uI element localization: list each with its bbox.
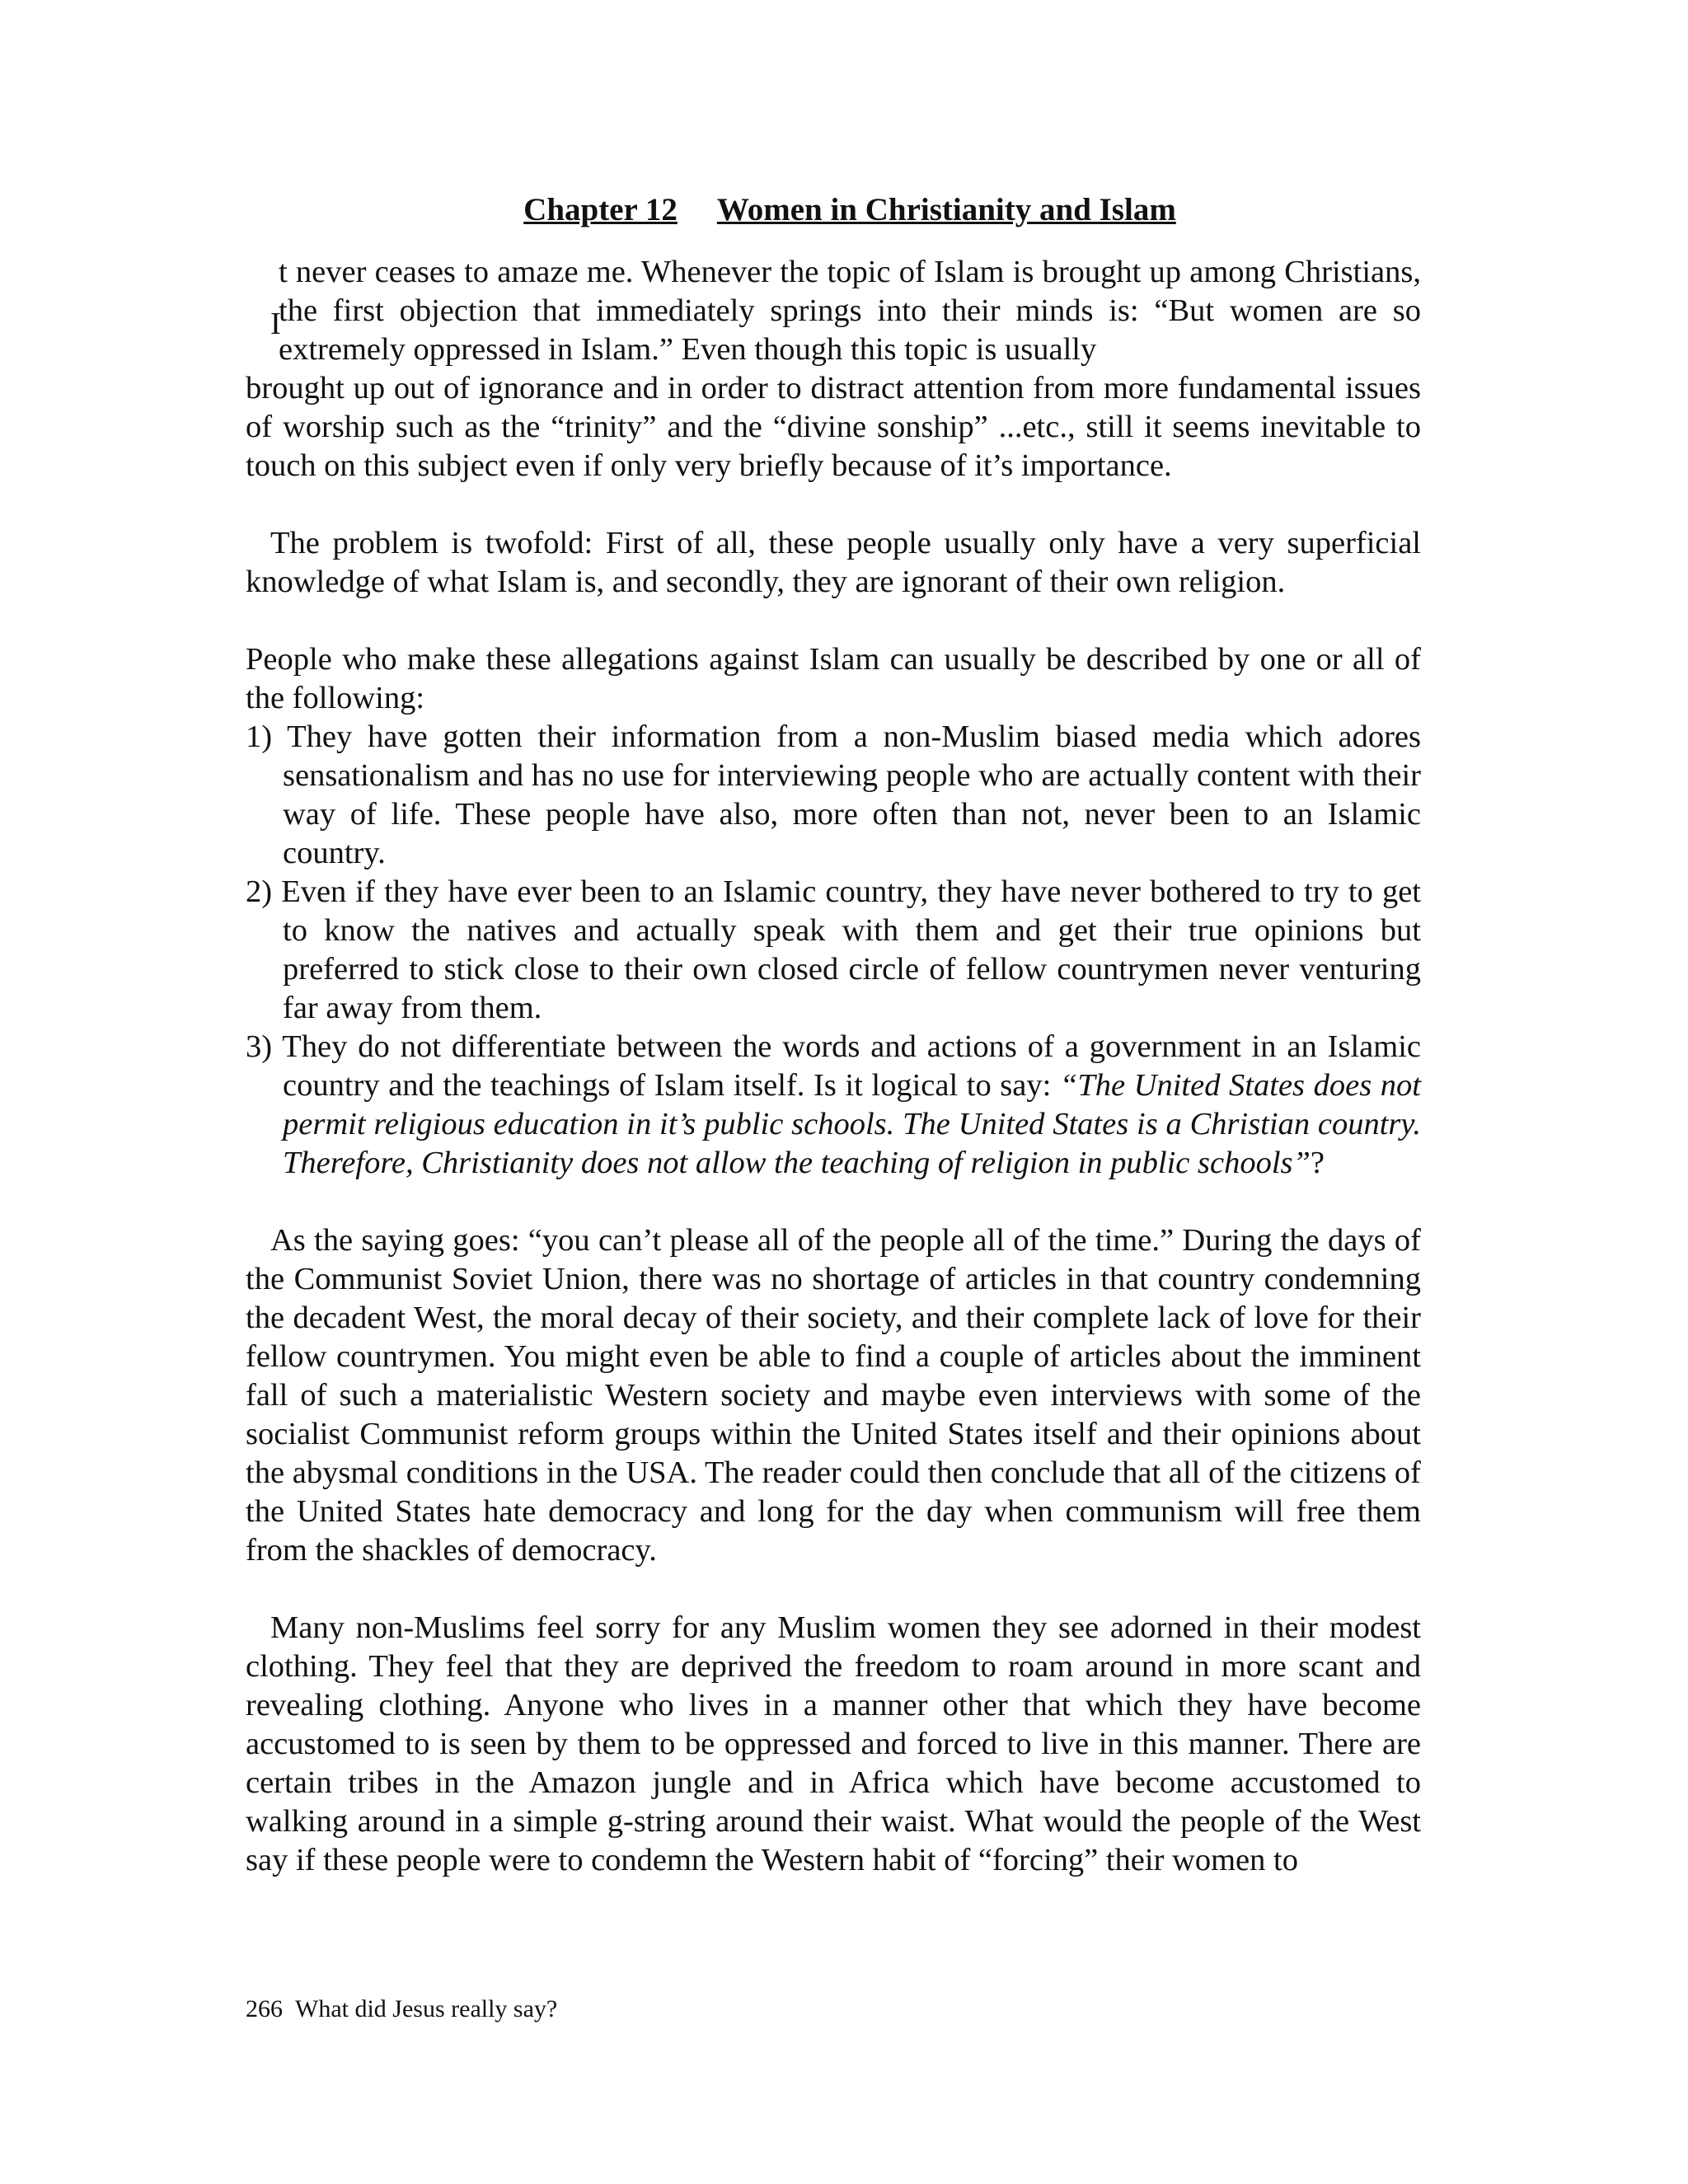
paragraph-problem: The problem is twofold: First of all, these people usually only have a very superficial knowledge of what Islam is, and secondly, they are ignorant of their own religion. bbox=[246, 526, 1421, 599]
intro-rest: brought up out of ignorance and in order to distract attention from more fundamental issues of worship such as the “trinity” and the “divine sonship” ...etc., still it seems inevitable to touch on this subject even if only very briefly because of it’s importance. bbox=[246, 371, 1421, 483]
list-item bbox=[246, 1028, 1421, 1183]
drop-cap: I bbox=[270, 307, 281, 341]
paragraph-people: People who make these allegations against Islam can usually be described by one or all of the following: bbox=[246, 642, 1421, 715]
paragraph-saying: As the saying goes: “you can’t please all of the people all of the time.” During the days of the Communist Soviet Union, there was no shortage of articles in that country condemning the decadent West, the moral decay of their society, and their complete lack of love for their fellow countrymen. You might even be able to find a couple of articles about the imminent fall of such a materialistic Western society and maybe even interviews with some of the socialist Communist reform groups within the United States itself and their opinions about the abysmal conditions in the USA. The reader could then conclude that all of the citizens of the United States hate democracy and long for the day when communism will free them from the shackles of democracy. bbox=[246, 1223, 1421, 1568]
paragraph-many: Many non-Muslims feel sorry for any Muslim women they see adorned in their modest clothing. They feel that they are deprived the freedom to roam around in more scant and revealing clothing. Anyone who lives in a manner other that which they have become accustomed to is seen by them to be oppressed and forced to live in this manner. There are certain tribes in the Amazon jungle and in Africa which have become accustomed to walking around in a simple g-string around their waist. What would the people of the West say if these people were to condemn the Western habit of “forcing” their women to bbox=[246, 1610, 1421, 1877]
list-item-end: ? bbox=[1310, 1146, 1325, 1180]
chapter-number: Chapter 12 bbox=[523, 192, 678, 227]
page-footer bbox=[246, 1994, 557, 2024]
chapter-heading bbox=[246, 190, 1421, 231]
intro-paragraph bbox=[246, 253, 1421, 369]
book-title: What did Jesus really say? bbox=[295, 1995, 558, 2022]
page-body bbox=[246, 190, 1421, 1880]
list-item-quote: “The United States does not permit religious education in it’s public schools. The United States is a Christian country. Therefore, Christianity does not allow the teaching of religion in public schools” bbox=[283, 1068, 1421, 1180]
allegations-list bbox=[246, 718, 1421, 1183]
list-item: 2) Even if they have ever been to an Islamic country, they have never bothered to try to get to know the natives and actually speak with them and get their true opinions but preferred to stick close to their own closed circle of fellow countrymen never venturing far away from them. bbox=[246, 874, 1421, 1025]
page-number: 266 bbox=[246, 1995, 283, 2022]
chapter-title: Women in Christianity and Islam bbox=[716, 192, 1176, 227]
intro-first-lines: t never ceases to amaze me. Whenever the topic of Islam is brought up among Christians, the first objection that immediately springs into their minds is: “But women are so extremely oppressed in Islam.” Even though this topic is usually bbox=[279, 255, 1421, 367]
list-item: 1) They have gotten their information from a non-Muslim biased media which adores sensationalism and has no use for interviewing people who are actually content with their way of life. These people have also, more often than not, never been to an Islamic country. bbox=[246, 719, 1421, 870]
list-item-lead: 3) They do not differentiate between the words and actions of a government in an Islamic country and the teachings of Islam itself. Is it logical to say: bbox=[246, 1029, 1421, 1103]
